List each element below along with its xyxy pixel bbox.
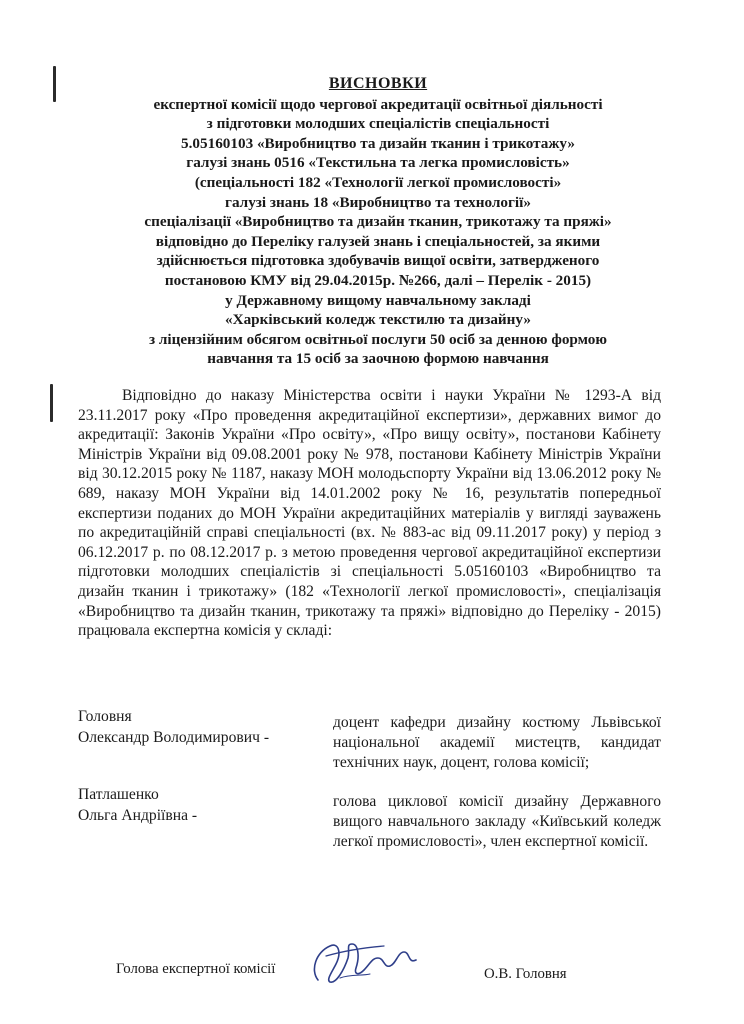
document-header bbox=[60, 74, 696, 369]
header-line: спеціалізації «Виробництво та дизайн тканин, трикотажу та пряжі» bbox=[144, 213, 612, 231]
header-line: постановою КМУ від 29.04.2015р. №266, далі – Перелік - 2015) bbox=[164, 271, 592, 289]
header-line: відповідно до Переліку галузей знань і спеціальностей, за якими bbox=[155, 232, 601, 250]
member-2-name bbox=[78, 784, 197, 826]
handwritten-signature bbox=[300, 930, 430, 990]
header-line: з підготовки молодших спеціалістів спеціальності bbox=[206, 115, 550, 133]
member-1-surname: Головня bbox=[78, 708, 132, 725]
header-line: навчання та 15 осіб за заочною формою навчання bbox=[207, 350, 549, 368]
header-line: у Державному вищому навчальному закладі bbox=[225, 291, 531, 309]
header-line: «Харківський коледж текстилю та дизайну» bbox=[225, 311, 531, 329]
member-1-given-names: Олександр Володимирович - bbox=[78, 729, 270, 746]
header-line: здійснюється підготовка здобувачів вищої освіти, затвердженого bbox=[156, 252, 600, 270]
body-paragraph bbox=[78, 386, 661, 641]
member-1-description: доцент кафедри дизайну костюму Львівської національної академії мистецтв, кандидат технічних наук, доцент, голова комісії; bbox=[333, 714, 661, 771]
document-title: ВИСНОВКИ bbox=[328, 75, 428, 92]
header-line: з ліцензійним обсягом освітньої послуги 50 осіб за денною формою bbox=[149, 330, 607, 348]
member-2-description: голова циклової комісії дизайну Державного вищого навчального закладу «Київський коледж легкої промисловості», член експертної комісії. bbox=[333, 793, 661, 850]
header-line: експертної комісії щодо чергової акредитації освітньої діяльності bbox=[153, 95, 603, 113]
member-2-given-names: Ольга Андріївна - bbox=[78, 807, 198, 824]
body-paragraph-text: Відповідно до наказу Міністерства освіти і науки України № 1293-А від 23.11.2017 року «Про проведення акредитаційної експертизи», державних вимог до акредитації: Законів України «Про освіту», «Про вищу освіту», постанови Кабінету Міністрів України від 09.08.2001 року № 978, постанови Кабінету Міністрів України від 30.12.2015 року № 1187, наказу МОН молодьспорту України від 13.06.2012 року № 689, наказу МОН України від 14.01.2002 року № 16, результатів попередньої експертизи поданих до МОН України акредитаційних матеріалів у вигляді зауважень по акредитаційній справі спеціальності (вх. № 883-ас від 09.11.2017 року) у період з 06.12.2017 р. по 08.12.2017 р. з метою проведення чергової акредитаційної експертизи підготовки молодших спеціалістів зі спеціальності 5.05160103 «Виробництво та дизайн тканин і трикотажу» (182 «Технології легкої промисловості», спеціалізація «Виробництво та дизайн тканин, трикотажу та пряжі» відповідно до Переліку - 2015) працювала експертна комісія у складі: bbox=[78, 387, 661, 640]
header-line: (спеціальності 182 «Технології легкої промисловості» bbox=[194, 173, 562, 191]
member-1-name bbox=[78, 706, 269, 748]
signature-name: О.В. Головня bbox=[484, 966, 567, 982]
margin-mark-top bbox=[53, 66, 56, 102]
signature-label: Голова експертної комісії bbox=[116, 961, 276, 977]
margin-mark-middle bbox=[50, 384, 53, 422]
header-line: галузі знань 0516 «Текстильна та легка промисловість» bbox=[186, 154, 570, 172]
header-line: галузі знань 18 «Виробництво та технології» bbox=[225, 193, 531, 211]
header-line: 5.05160103 «Виробництво та дизайн тканин і трикотажу» bbox=[181, 134, 575, 152]
member-2-surname: Патлашенко bbox=[78, 786, 159, 803]
